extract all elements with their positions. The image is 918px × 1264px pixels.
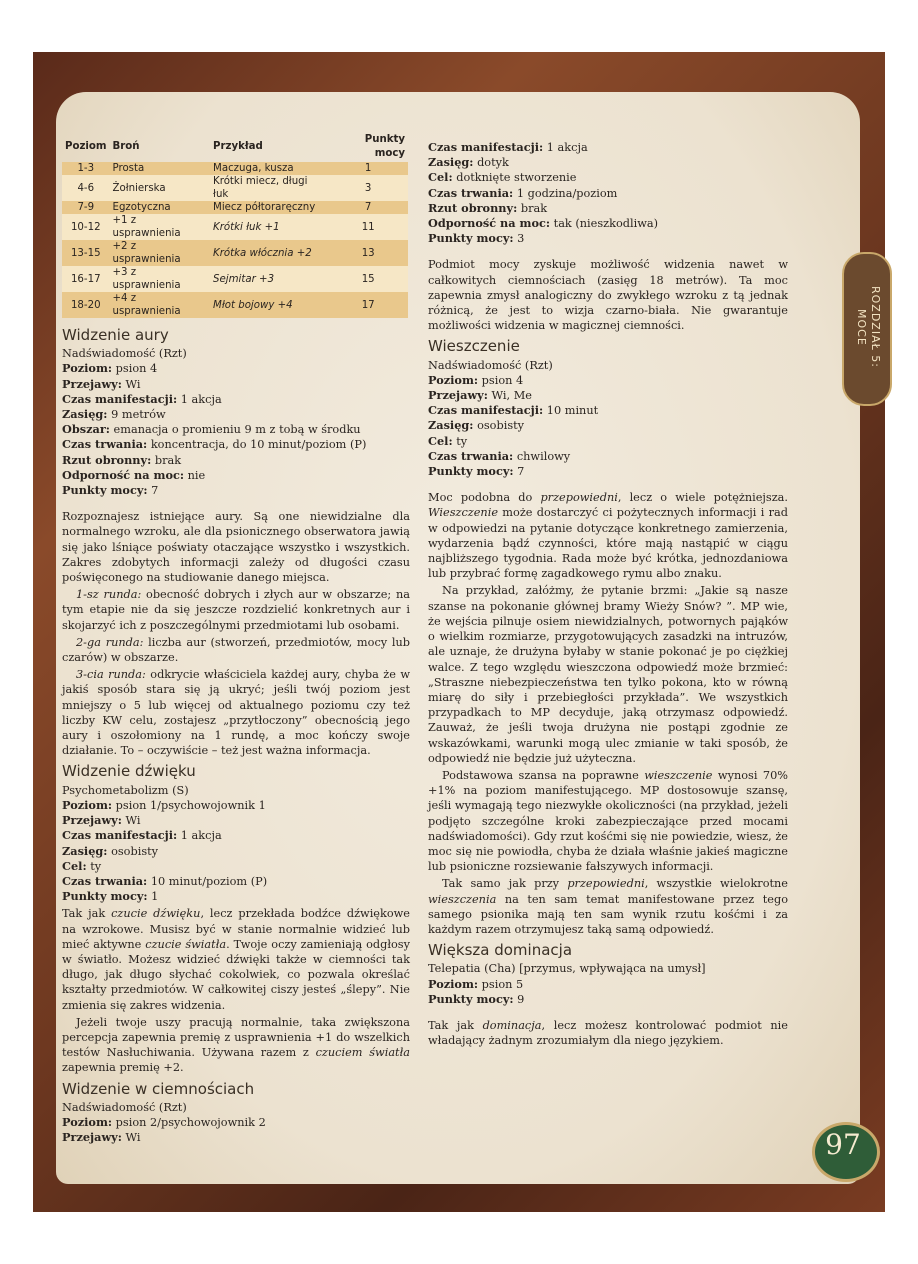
stat-value: chwilowy — [513, 449, 571, 463]
stat-label: Rzut obronny: — [428, 200, 518, 215]
table-header: Broń — [112, 141, 140, 152]
stat-label: Cel: — [62, 858, 87, 873]
table-row — [62, 240, 408, 266]
table-cell: 7-9 — [62, 201, 110, 214]
stat-label: Poziom: — [428, 976, 479, 991]
stat-value: koncentracja, do 10 minut/poziom (P) — [147, 438, 367, 452]
table-cell: Miecz półtoraręczny — [210, 201, 328, 214]
table-header: Przykład — [213, 141, 263, 152]
stat-value: ty — [86, 859, 102, 873]
stat-line — [428, 155, 788, 170]
table-cell: +4 z usprawnienia — [110, 292, 211, 318]
discipline: Nadświadomość (Rzt) — [62, 347, 187, 361]
stat-line — [62, 844, 410, 859]
table-cell: Młot bojowy +4 — [210, 292, 328, 318]
chapter-tab-label: ROZDZIAŁ 5: MOCE — [855, 286, 882, 368]
stat-value: 1 godzina/poziom — [513, 186, 618, 200]
table-cell: Maczuga, kusza — [210, 162, 328, 175]
table-cell: 13-15 — [62, 240, 110, 266]
stat-label: Zasięg: — [62, 407, 108, 422]
right-column — [428, 140, 788, 1048]
stat-value: osobisty — [473, 419, 525, 433]
stat-value: 1 — [147, 890, 159, 904]
stat-value: 9 metrów — [107, 408, 166, 422]
stat-line — [428, 388, 788, 403]
stat-label: Zasięg: — [428, 155, 474, 170]
table-row — [62, 292, 408, 318]
table-cell: +3 z usprawnienia — [110, 266, 211, 292]
section-heading: Widzenie aury — [62, 326, 169, 344]
stat-line — [62, 422, 410, 437]
stat-line — [62, 813, 410, 828]
paragraph: Podmiot mocy zyskuje możliwość widzenia nawet w całkowitych ciemnościach (zasięg 18 metrów). Ta moc zapewnia zmysł analogiczny do zwykłego wzroku z tą jednak różnicą, że jest to wizja czarno-biała. Nie gwarantuje możliwości widzenia w magicznej ciemności. — [428, 258, 788, 333]
stat-label: Czas trwania: — [428, 185, 514, 200]
stat-line — [428, 170, 788, 185]
stat-value: emanacja o promieniu 9 m z tobą w środku — [109, 423, 361, 437]
table-cell: +1 z usprawnienia — [110, 214, 211, 240]
stat-value: ty — [452, 434, 468, 448]
stat-label: Cel: — [428, 170, 453, 185]
table-cell: Prosta — [110, 162, 211, 175]
table-header-row — [62, 132, 408, 162]
stat-label: Czas trwania: — [62, 437, 148, 452]
paragraph: Jeżeli twoje uszy pracują normalnie, taka zwiększona percepcja zapewnia premię z usprawnienia +1 do wszelkich testów Nasłuchiwania. Używana razem z czuciem światła zapewnia premię +2. — [62, 1015, 410, 1075]
stat-value: psion 4 — [478, 373, 524, 387]
stat-label: Obszar: — [62, 422, 110, 437]
stat-value: nie — [184, 468, 206, 482]
stat-label: Odporność na moc: — [428, 216, 551, 231]
table-cell: 3 — [328, 175, 408, 201]
stat-value: psion 2/psychowojownik 2 — [112, 1115, 266, 1129]
paragraph: Tak samo jak przy przepowiedni, wszystkie wielokrotne wieszczenia na ten sam temat manifestowane przez tego samego psionika mają ten sam wynik rzutu kośćmi i za każdym razem otrzymujesz taką samą odpowiedź. — [428, 877, 788, 936]
stat-line — [62, 1115, 410, 1130]
stat-line — [428, 434, 788, 449]
stat-line — [428, 449, 788, 464]
stat-line — [428, 231, 788, 246]
paragraph: 2-ga runda: liczba aur (stworzeń, przedmiotów, mocy lub czarów) w obszarze. — [62, 635, 410, 665]
stat-value: 3 — [513, 232, 525, 246]
stat-label: Czas trwania: — [62, 873, 148, 888]
stat-line — [428, 373, 788, 388]
stat-label: Rzut obronny: — [62, 452, 152, 467]
table-row — [62, 162, 408, 175]
stat-line — [428, 418, 788, 433]
stat-label: Czas manifestacji: — [428, 403, 544, 418]
discipline: Nadświadomość (Rzt) — [62, 1100, 187, 1114]
table-cell: 17 — [328, 292, 408, 318]
stat-line — [428, 992, 788, 1007]
table-cell: 16-17 — [62, 266, 110, 292]
paragraph: Tak jak dominacja, lecz możesz kontrolować podmiot nie władający żadnym zrozumiałym dla niego językiem. — [428, 1018, 788, 1048]
stat-line — [62, 874, 410, 889]
stat-label: Przejawy: — [62, 376, 122, 391]
table-cell: 1 — [328, 162, 408, 175]
stat-line — [62, 828, 410, 843]
table-cell: Sejmitar +3 — [210, 266, 328, 292]
stat-label: Odporność na moc: — [62, 467, 185, 482]
stat-line — [62, 468, 410, 483]
stat-value: psion 4 — [112, 362, 158, 376]
paragraph: 3-cia runda: odkrycie właściciela każdej aury, chyba że w jakiś sposób stara się ją ukryć; jeśli twój poziom jest mniejszy o 5 lub więcej od aktualnego poziomu czy też liczby KW celu, zostajesz „przytłoczony” obecnością jego aury i oszołomiony na 1 rundę, a moc kończy swoje działanie. To – oczywiście – też jest ważna informacja. — [62, 668, 411, 758]
stat-value: psion 5 — [478, 977, 524, 991]
stat-value: 10 minut — [543, 404, 599, 418]
discipline: Telepatia (Cha) [przymus, wpływająca na umysł] — [428, 962, 706, 976]
stat-value: Wi, Me — [487, 389, 532, 403]
table-cell: 18-20 — [62, 292, 110, 318]
stat-line — [428, 140, 788, 155]
stat-line — [62, 889, 410, 904]
stat-value: 7 — [513, 465, 525, 479]
stat-value: dotknięte stworzenie — [452, 171, 577, 185]
table-header: Poziom — [65, 141, 107, 152]
table-cell: Krótki miecz, długi łuk — [210, 175, 328, 201]
stat-label: Punkty mocy: — [428, 464, 514, 479]
stat-value: 1 akcja — [543, 141, 588, 154]
stat-value: tak (nieszkodliwa) — [550, 217, 659, 231]
table-cell: 11 — [328, 214, 408, 240]
stat-line — [428, 464, 788, 479]
stat-line — [428, 216, 788, 231]
discipline: Nadświadomość (Rzt) — [428, 358, 553, 372]
stat-line — [62, 483, 410, 498]
paragraph: Na przykład, załóżmy, że pytanie brzmi: „Jakie są nasze szanse na pokonanie głównej bramy Wieży Snów? ”. MP wie, że wejścia pilnuje osiem niewidzialnych, potwornych pająków o wielkim rozmiarze, przygotowujących zasadzki na intruzów, ale uznaje, że drużyna byłaby w stanie pokonać je po ciężkiej walce. Z tego względu wieszczona odpowiedź może brzmieć: „Straszne niebezpieczeństwa ten tylko pokona, kto w równą miarę do siły i przebiegłości przykłada”. We wszystkich przypadkach to MP decyduje, jaką otrzymasz odpowiedź. Zauważ, że jeśli twoja drużyna nie postąpi zgodnie ze wskazówkami, warunki mogą ulec zmianie w taki sposób, że odpowiedź nie będzie już użyteczna. — [428, 584, 788, 765]
table-cell: +2 z usprawnienia — [110, 240, 211, 266]
stat-line — [62, 407, 410, 422]
paragraph: Rozpoznajesz istniejące aury. Są one niewidzialne dla normalnego wzroku, ale dla psionicznego obserwatora jawią się jako lśniące poświaty otaczające wszystko i wszystkich. Zakres zdobytych informacji zależy od długości czasu poświęconego na studiowanie danego miejsca. — [62, 510, 410, 585]
stat-value: 1 akcja — [177, 392, 222, 406]
table-row — [62, 214, 408, 240]
stat-line — [62, 453, 410, 468]
page-number: 97 — [825, 1128, 861, 1161]
stat-value: Wi — [121, 1131, 141, 1145]
table-cell: 1-3 — [62, 162, 110, 175]
table-cell: Żołnierska — [110, 175, 211, 201]
section-heading: Widzenie dźwięku — [62, 762, 196, 781]
stat-line — [62, 859, 410, 874]
table-row — [62, 175, 408, 201]
stat-value: Wi — [121, 814, 141, 828]
stat-label: Czas manifestacji: — [62, 828, 178, 843]
stat-label: Przejawy: — [62, 813, 122, 828]
stat-value: osobisty — [107, 844, 159, 858]
stat-label: Punkty mocy: — [62, 483, 148, 498]
stat-line — [62, 361, 410, 376]
table-cell: 10-12 — [62, 214, 110, 240]
stat-value: 7 — [147, 484, 159, 498]
table-row — [62, 266, 408, 292]
stat-label: Przejawy: — [62, 1130, 122, 1145]
paragraph: Tak jak czucie dźwięku, lecz przekłada bodźce dźwiękowe na wzrokowe. Musisz być w stanie normalnie widzieć lub mieć aktywne czucie światła. Twoje oczy zamieniają odgłosy w światło. Możesz widzieć dźwięki także w ciemności tak długo, jak długo słychać cokolwiek, co pozwala określać kształty przedmiotów. W całkowitej ciszy jesteś „ślepy”. Nie zmienia się zakres widzenia. — [62, 907, 410, 1012]
stat-label: Czas trwania: — [428, 448, 514, 463]
stat-label: Punkty mocy: — [428, 231, 514, 246]
table-header: Punkty mocy — [364, 134, 405, 159]
table-cell: Egzotyczna — [110, 201, 211, 214]
stat-value: brak — [151, 453, 182, 467]
paragraph: Podstawowa szansa na poprawne wieszczenie wynosi 70% +1% na poziom manifestującego. MP dostosowuje szansę, jeśli wymagają tego niezwykłe okoliczności (na przykład, jeżeli podjęto szczególne kroki zabezpieczające przed mocami nadświadomości). Gdy rzut kośćmi się nie powiedzie, wiesz, że moc się nie powiodła, chyba że działa właśnie jakieś magiczne lub psioniczne rozsiewanie fałszywych informacji. — [428, 768, 788, 874]
stat-line — [428, 977, 788, 992]
stat-label: Zasięg: — [428, 418, 474, 433]
left-column — [62, 132, 410, 1145]
stat-line — [62, 1130, 410, 1145]
stat-label: Zasięg: — [62, 843, 108, 858]
table-cell: Krótki łuk +1 — [210, 214, 328, 240]
stat-value: 1 akcja — [177, 829, 222, 843]
discipline: Psychometabolizm (S) — [62, 783, 189, 797]
section-heading: Wieszczenie — [428, 337, 520, 356]
stat-value: brak — [517, 201, 548, 215]
stat-value: 10 minut/poziom (P) — [147, 874, 268, 888]
table-cell: Krótka włócznia +2 — [210, 240, 328, 266]
stat-line — [428, 186, 788, 201]
stat-value: 9 — [513, 992, 525, 1006]
stat-line — [62, 392, 410, 407]
stat-value: psion 1/psychowojownik 1 — [112, 798, 266, 812]
weapons-table — [62, 132, 408, 318]
stat-label: Przejawy: — [428, 388, 488, 403]
stat-line — [62, 377, 410, 392]
table-cell: 13 — [328, 240, 408, 266]
stat-label: Punkty mocy: — [62, 889, 148, 904]
stat-line — [428, 403, 788, 418]
stat-value: Wi — [121, 377, 141, 391]
table-cell: 4-6 — [62, 175, 110, 201]
paragraph: Moc podobna do przepowiedni, lecz o wiele potężniejsza. Wieszczenie może dostarczyć ci pożytecznych informacji i rad w odpowiedzi na pytanie dotyczące konkretnego zamierzenia, wydarzenia bądź czynności, które mają nastąpić w ciągu najbliższego tygodnia. Rada może być krótka, jednozdaniowa lub przybrać formę zagadkowego rymu albo znaku. — [428, 491, 788, 581]
table-row — [62, 201, 408, 214]
stat-label: Poziom: — [62, 361, 113, 376]
stat-value: dotyk — [473, 156, 509, 170]
paragraph: 1-sz runda: obecność dobrych i złych aur w obszarze; na tym etapie nie da się jeszcze rozdzielić konkretnych aur i skojarzyć ich z poszczególnymi przedmiotami lub osobami. — [62, 588, 410, 632]
section-heading: Widzenie w ciemnościach — [62, 1079, 255, 1098]
section-heading: Większa dominacja — [428, 941, 573, 960]
stat-label: Poziom: — [62, 797, 113, 812]
stat-label: Punkty mocy: — [428, 991, 514, 1006]
stat-label: Czas manifestacji: — [62, 391, 178, 406]
table-cell: 15 — [328, 266, 408, 292]
stat-label: Cel: — [428, 433, 453, 448]
stat-line — [428, 201, 788, 216]
stat-label: Czas manifestacji: — [428, 140, 544, 154]
stat-line — [62, 437, 410, 452]
table-cell: 7 — [328, 201, 408, 214]
stat-label: Poziom: — [62, 1114, 113, 1129]
stat-label: Poziom: — [428, 372, 479, 387]
stat-line — [62, 798, 410, 813]
